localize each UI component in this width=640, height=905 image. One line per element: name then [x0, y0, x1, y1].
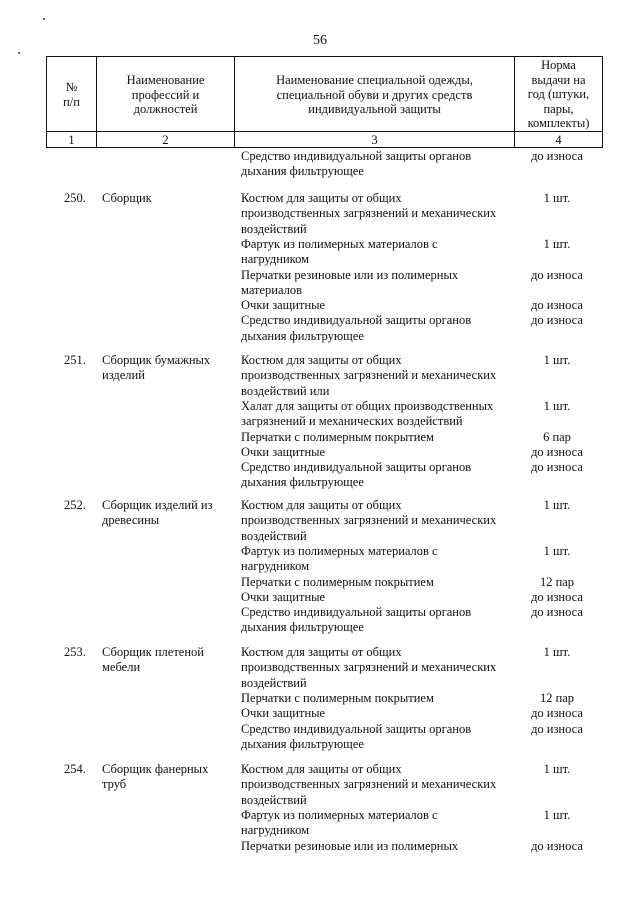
item-norm: до износа — [531, 838, 583, 853]
item-name-line: Костюм для защиты от общих — [241, 498, 402, 512]
item-name-line: воздействий — [241, 221, 307, 236]
item-name-line: Костюм для защиты от общих — [241, 353, 402, 367]
item-norm: до износа — [531, 706, 583, 721]
table-top-border — [46, 56, 603, 57]
item-name-line: дыхания фильтрующее — [241, 736, 364, 751]
item-name-line: Костюм для защиты от общих — [241, 762, 402, 776]
item-name-line: Средство индивидуальной защиты органов — [241, 721, 472, 736]
item-norm: 1 шт. — [543, 398, 571, 413]
item-name-line: дыхания фильтрующее — [241, 328, 364, 343]
profession-line: Сборщик изделий из — [102, 498, 213, 512]
header-col-norm: Норма выдачи на год (штуки, пары, комплекты) — [527, 58, 590, 130]
item-norm: 12 пар — [539, 574, 575, 589]
item-norm: 1 шт. — [543, 353, 571, 367]
item-name-line: Средство индивидуальной защиты органов — [241, 313, 472, 328]
row-number: 252. — [64, 498, 86, 512]
column-numbers-bottom-border — [46, 147, 603, 148]
item-norm: до износа — [531, 721, 583, 736]
item-name-line: Фартук из полимерных материалов с — [241, 543, 438, 558]
item-name-line: Перчатки с полимерным покрытием — [241, 690, 434, 705]
item-name-line: нагрудником — [241, 252, 310, 267]
item-name-line: Очки защитные — [241, 444, 326, 459]
header-bottom-border — [46, 131, 603, 132]
profession-line: Сборщик фанерных — [102, 762, 209, 776]
item-name-line: дыхания фильтрующее — [241, 620, 364, 635]
item-name-line: воздействий — [241, 528, 307, 543]
item-name-line: дыхания фильтрующее — [241, 164, 364, 179]
scan-speck — [43, 18, 45, 20]
item-norm: 1 шт. — [543, 543, 571, 558]
header-col-profession: Наименование профессий и должностей — [126, 73, 205, 116]
item-name-line: дыхания фильтрующее — [241, 475, 364, 490]
item-norm: 1 шт. — [543, 191, 571, 205]
item-name-line: материалов — [241, 282, 303, 297]
item-name-line: Перчатки резиновые или из полимерных — [241, 838, 459, 853]
profession-line: Сборщик бумажных — [102, 353, 211, 367]
item-name-line: Средство индивидуальной защиты органов — [241, 605, 472, 620]
item-name-line: Очки защитные — [241, 706, 326, 721]
item-norm: до износа — [531, 589, 583, 604]
profession-line: изделий — [102, 368, 145, 383]
item-norm: 1 шт. — [543, 807, 571, 822]
item-name-line: Халат для защиты от общих производственных — [241, 398, 494, 413]
page-number: 56 — [313, 33, 327, 48]
scan-speck — [18, 52, 20, 54]
table-right-border — [602, 56, 603, 148]
item-name-line: воздействий — [241, 675, 307, 690]
profession-line: Сборщик — [102, 191, 152, 205]
profession-line: мебели — [102, 660, 141, 675]
row-number: 254. — [64, 762, 86, 776]
item-norm: до износа — [531, 313, 583, 328]
item-name-line: Перчатки с полимерным покрытием — [241, 429, 434, 444]
item-name-line: воздействий или — [241, 383, 330, 398]
item-norm: 6 пар — [543, 429, 571, 444]
item-name-line: Очки защитные — [241, 298, 326, 313]
item-norm: до износа — [531, 444, 583, 459]
profession-line: древесины — [102, 513, 160, 528]
item-norm: до износа — [531, 149, 583, 163]
profession-line: Сборщик плетеной — [102, 645, 204, 659]
item-name-line: Очки защитные — [241, 589, 326, 604]
item-norm: до износа — [531, 267, 583, 282]
item-name-line: производственных загрязнений и механических — [241, 206, 497, 221]
header-col-equipment: Наименование специальной одежды, специальной обуви и других средств индивидуальной защиты — [276, 73, 473, 116]
item-name-line: загрязнений и механических воздействий — [241, 414, 463, 429]
column-number-3: 3 — [371, 133, 378, 147]
item-norm: до износа — [531, 605, 583, 620]
column-number-2: 2 — [162, 133, 169, 147]
item-name-line: производственных загрязнений и механических — [241, 368, 497, 383]
header-col-number: № п/п — [63, 80, 80, 109]
item-norm: 1 шт. — [543, 498, 571, 512]
item-name-line: воздействий — [241, 792, 307, 807]
item-norm: 1 шт. — [543, 645, 571, 659]
item-norm: до износа — [531, 460, 583, 475]
item-name-line: нагрудником — [241, 823, 310, 838]
row-number: 250. — [64, 191, 86, 205]
item-norm: 1 шт. — [543, 762, 571, 776]
item-name-line: Перчатки с полимерным покрытием — [241, 574, 434, 589]
profession-line: труб — [102, 777, 127, 792]
item-name-line: производственных загрязнений и механических — [241, 660, 497, 675]
row-number: 251. — [64, 353, 86, 367]
column-number-4: 4 — [555, 133, 562, 147]
item-name-line: Костюм для защиты от общих — [241, 191, 402, 205]
row-number: 253. — [64, 645, 86, 659]
item-name-line: Костюм для защиты от общих — [241, 645, 402, 659]
item-norm: до износа — [531, 298, 583, 313]
item-name-line: Перчатки резиновые или из полимерных — [241, 267, 459, 282]
item-name-line: производственных загрязнений и механических — [241, 777, 497, 792]
item-name-line: Фартук из полимерных материалов с — [241, 236, 438, 251]
column-number-1: 1 — [68, 133, 75, 147]
item-name-line: Средство индивидуальной защиты органов — [241, 149, 472, 163]
item-name-line: нагрудником — [241, 559, 310, 574]
item-name-line: производственных загрязнений и механических — [241, 513, 497, 528]
item-norm: 12 пар — [539, 690, 575, 705]
item-name-line: Фартук из полимерных материалов с — [241, 807, 438, 822]
item-name-line: Средство индивидуальной защиты органов — [241, 460, 472, 475]
item-norm: 1 шт. — [543, 236, 571, 251]
